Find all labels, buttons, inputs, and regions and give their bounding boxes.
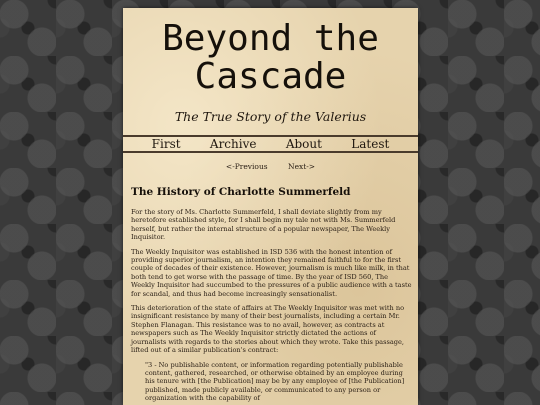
post-title: The History of Charlotte Summerfeld [131, 186, 351, 198]
nav-latest-link[interactable]: Latest [351, 137, 390, 151]
site-title-line-2: Cascade [194, 56, 347, 97]
post-pager [123, 162, 418, 171]
comic-page [123, 8, 418, 405]
nav-archive-link[interactable]: Archive [209, 137, 257, 151]
contract-quote: "3 - No publishable content, or information regarding potentially publishable content, gathered, researched, or otherwise obtained by an employee during his tenure with [the Publication] may be by any employee of [the Publication] published, made publicly available, or communicated to any person or organization with the capability of [145, 360, 405, 403]
post-paragraph: The Weekly Inquisitor was established in ISD 536 with the honest intention of providing superior journalism, an intention they remained faithful to for the first couple of decades of their existence. However, journalism is much like milk, in that both tend to get worse with the passage of time. By the year of ISD 560, The Weekly Inquisitor had succumbed to the pressures of a public audience with a taste for scandal, and thus had become increasingly sensationalist. [131, 247, 412, 298]
site-subtitle: The True Story of the Valerius [174, 109, 367, 124]
nav-first-link[interactable]: First [151, 137, 181, 151]
nav-about-link[interactable]: About [285, 137, 322, 151]
post-content [131, 208, 412, 403]
site-title[interactable] [123, 20, 418, 96]
main-nav [123, 135, 418, 153]
post-paragraph: This deterioration of the state of affairs at The Weekly Inquisitor was met with no insignificant resistance by many of their best journalists, including a certain Mr. Stephen Flanagan. This resistance was to no avail, however, as contracts at newspapers such as The Weekly Inquisitor strictly dictated the actions of journalists with regards to the stories about which they wrote. Take this passage, lifted out of a similar publication's contract: [131, 304, 405, 355]
site-title-line-1: Beyond the [162, 18, 379, 59]
previous-link[interactable]: <-Previous [225, 162, 268, 171]
next-link[interactable]: Next-> [288, 162, 316, 171]
post-paragraph: For the story of Ms. Charlotte Summerfeld, I shall deviate slightly from my heretofore established style, for I shall begin my tale not with Ms. Summerfeld herself, but rather the internal structure of a popular newspaper, The Weekly Inquisitor. [131, 208, 396, 242]
